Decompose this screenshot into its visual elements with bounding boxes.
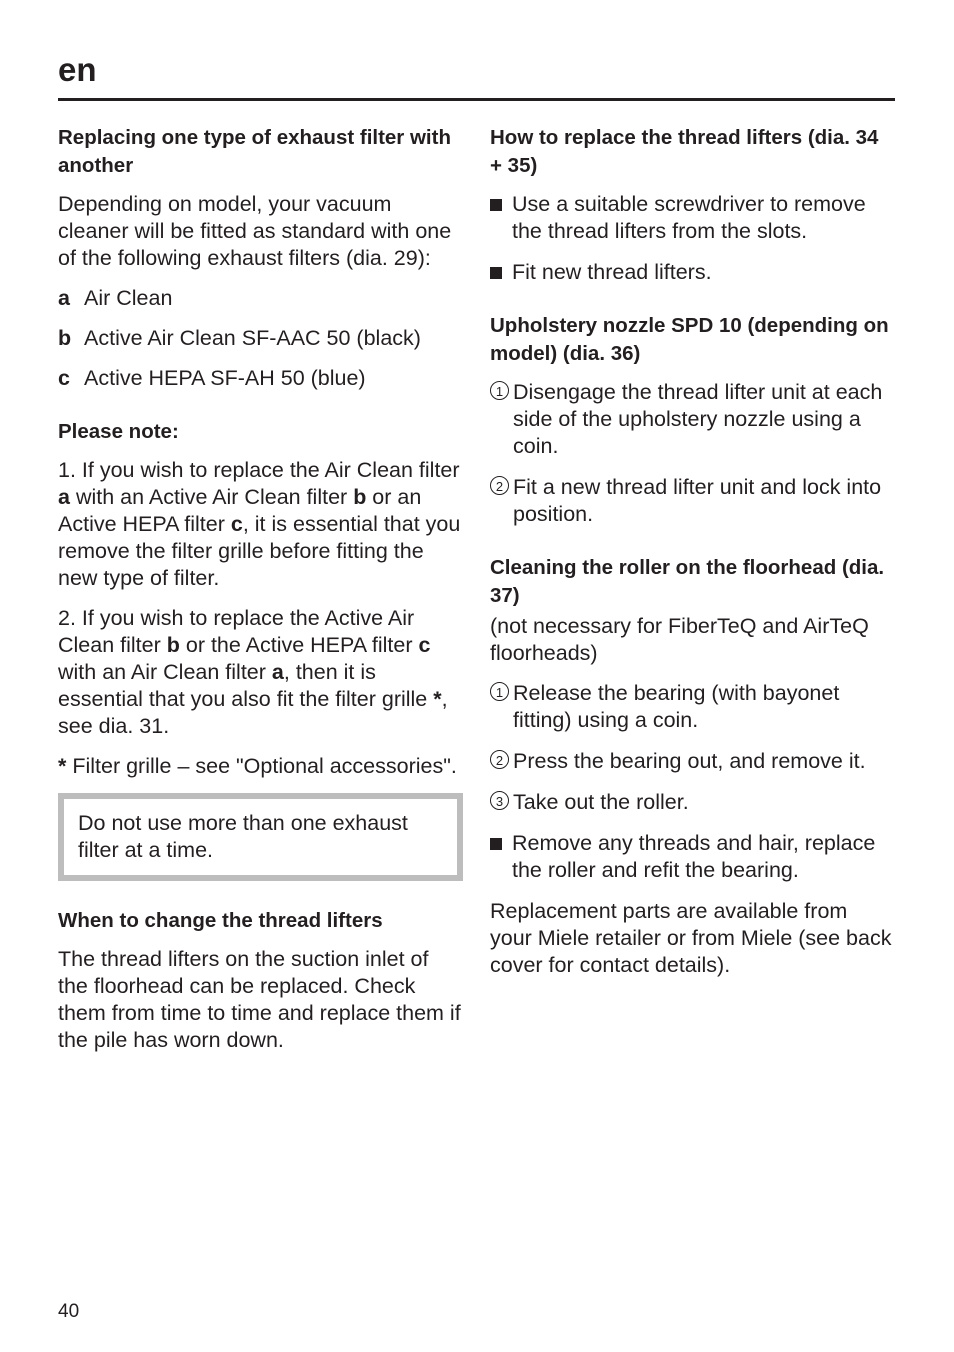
filter-item-c: [58, 365, 463, 392]
replace-filter-intro: Depending on model, your vacuum cleaner will be fitted as standard with one of the following exhaust filters (dia. 29):: [58, 192, 452, 270]
step-text: Fit new thread lifters.: [512, 260, 712, 284]
upholstery-step: [490, 379, 895, 460]
footnote: * Filter grille – see "Optional accessories".: [58, 754, 457, 778]
step-text: Use a suitable screwdriver to remove the thread lifters from the slots.: [512, 192, 866, 243]
change-lifters-text: The thread lifters on the suction inlet of the floorhead can be replaced. Check them from time to time and replace them if the pile has worn down.: [58, 947, 461, 1052]
square-bullet-icon: [490, 267, 502, 279]
change-lifters-heading: When to change the thread lifters: [58, 909, 383, 932]
upholstery-step: [490, 474, 895, 528]
roller-note: (not necessary for FiberTeQ and AirTeQ floorheads): [490, 614, 869, 665]
right-column: [490, 124, 895, 979]
circled-number-icon: 2: [490, 476, 509, 495]
note-paragraph-1: 1. If you wish to replace the Air Clean filter a with an Active Air Clean filter b or an Active HEPA filter c, it is essential that you remove the filter grille before fitting the new type of filter.: [58, 458, 461, 590]
roller-heading: Cleaning the roller on the floorhead (dia. 37): [490, 556, 885, 607]
circled-number-icon: 2: [490, 750, 509, 769]
left-column: [58, 124, 463, 1054]
filter-label: Active Air Clean SF-AAC 50 (black): [84, 326, 421, 350]
filter-label: Active HEPA SF-AH 50 (blue): [84, 366, 366, 390]
square-bullet-icon: [490, 199, 502, 211]
roller-bullet: [490, 830, 895, 884]
filter-label: Air Clean: [84, 286, 173, 310]
howto-heading: How to replace the thread lifters (dia. 34 + 35): [490, 126, 879, 177]
step-text: Remove any threads and hair, replace the roller and refit the bearing.: [512, 831, 876, 882]
filter-key: a: [58, 286, 70, 310]
roller-step: [490, 680, 895, 734]
roller-step: [490, 789, 895, 816]
step-text: Disengage the thread lifter unit at each side of the upholstery nozzle using a coin.: [513, 380, 883, 458]
step-text: Release the bearing (with bayonet fitting) using a coin.: [513, 681, 840, 732]
howto-step: [490, 259, 895, 286]
step-text: Fit a new thread lifter unit and lock into position.: [513, 475, 882, 526]
header-rule: [58, 98, 895, 101]
circled-number-icon: 1: [490, 381, 509, 400]
step-text: Press the bearing out, and remove it.: [513, 749, 866, 773]
replacement-parts-text: Replacement parts are available from your Miele retailer or from Miele (see back cover for contact details).: [490, 899, 892, 977]
warning-box: [58, 793, 463, 881]
roller-step: [490, 748, 895, 775]
step-text: Take out the roller.: [513, 790, 689, 814]
upholstery-heading: Upholstery nozzle SPD 10 (depending on model) (dia. 36): [490, 314, 889, 365]
square-bullet-icon: [490, 838, 502, 850]
replace-filter-heading: Replacing one type of exhaust filter with another: [58, 126, 451, 177]
filter-item-b: [58, 325, 463, 352]
filter-item-a: [58, 285, 463, 312]
filter-key: c: [58, 366, 70, 390]
warning-text: Do not use more than one exhaust filter at a time.: [78, 811, 408, 862]
page-number: 40: [58, 1301, 80, 1322]
language-code: en: [58, 51, 97, 88]
please-note-heading: Please note:: [58, 420, 179, 443]
circled-number-icon: 1: [490, 682, 509, 701]
circled-number-icon: 3: [490, 791, 509, 810]
note-paragraph-2: 2. If you wish to replace the Active Air Clean filter b or the Active HEPA filter c with an Air Clean filter a, then it is essential that you also fit the filter grille *, see dia. 31.: [58, 606, 448, 738]
filter-key: b: [58, 326, 72, 350]
howto-step: [490, 191, 895, 245]
